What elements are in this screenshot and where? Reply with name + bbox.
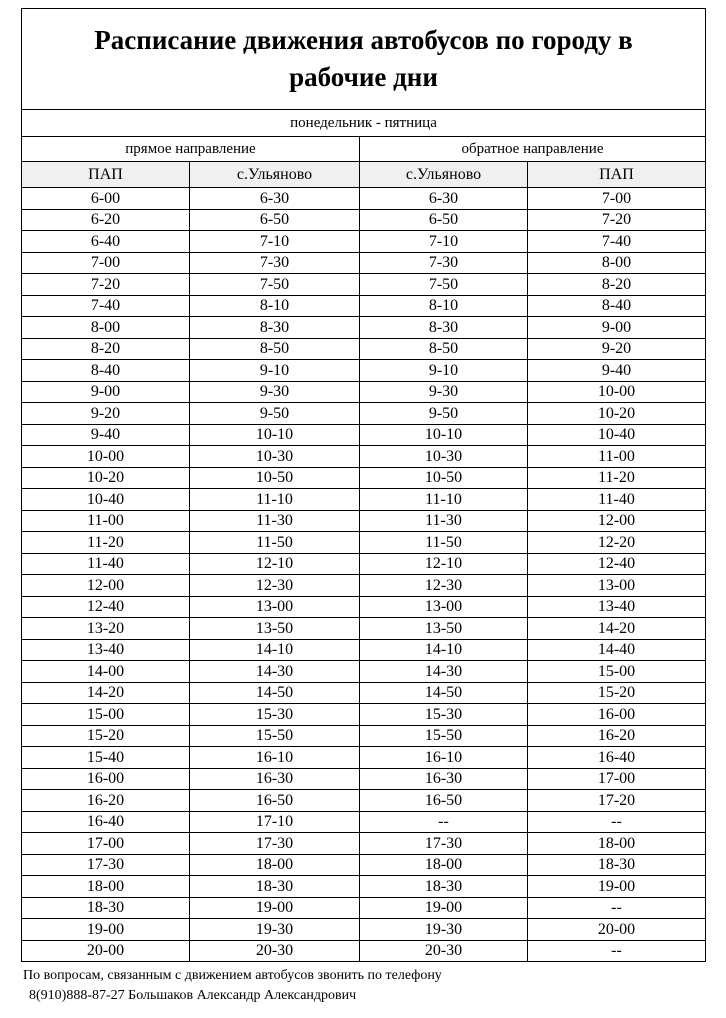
- page-title: Расписание движения автобусов по городу в рабочие дни: [22, 9, 706, 110]
- table-row: [22, 360, 706, 382]
- time-cell: 18-30: [360, 876, 528, 898]
- time-cell: 7-20: [22, 274, 190, 296]
- time-cell: 11-20: [22, 532, 190, 554]
- table-row: [22, 403, 706, 425]
- time-cell: 9-10: [360, 360, 528, 382]
- table-row: [22, 489, 706, 511]
- time-cell: 14-10: [190, 639, 360, 661]
- time-cell: 19-00: [528, 876, 706, 898]
- table-row: [22, 897, 706, 919]
- time-cell: 9-30: [360, 381, 528, 403]
- time-cell: 6-00: [22, 188, 190, 210]
- time-cell: 10-00: [22, 446, 190, 468]
- time-cell: 20-00: [528, 919, 706, 941]
- time-cell: 16-00: [528, 704, 706, 726]
- contact-text: По вопросам, связанным с движением автобусов звонить по телефону: [23, 968, 442, 983]
- time-cell: 12-10: [190, 553, 360, 575]
- time-cell: 16-30: [190, 768, 360, 790]
- time-cell: 18-00: [360, 854, 528, 876]
- table-row: [22, 424, 706, 446]
- time-cell: 10-40: [22, 489, 190, 511]
- time-cell: 11-40: [528, 489, 706, 511]
- time-cell: 15-20: [22, 725, 190, 747]
- column-header-pap-departure: ПАП: [22, 162, 190, 188]
- time-cell: 8-30: [360, 317, 528, 339]
- table-row: [22, 532, 706, 554]
- time-cell: 18-00: [528, 833, 706, 855]
- time-cell: 13-00: [528, 575, 706, 597]
- time-cell: 15-00: [528, 661, 706, 683]
- schedule-table: [21, 8, 706, 962]
- time-cell: 10-00: [528, 381, 706, 403]
- time-cell: 15-30: [190, 704, 360, 726]
- time-cell: 15-50: [190, 725, 360, 747]
- time-cell: 13-50: [360, 618, 528, 640]
- return-direction-header: обратное направление: [360, 137, 706, 162]
- time-cell: 8-20: [22, 338, 190, 360]
- table-row: [22, 661, 706, 683]
- time-cell: 9-40: [528, 360, 706, 382]
- table-row: [22, 553, 706, 575]
- time-cell: 12-40: [528, 553, 706, 575]
- schedule-sheet: [21, 8, 705, 1006]
- time-cell: 12-40: [22, 596, 190, 618]
- table-row: [22, 295, 706, 317]
- time-cell: 12-30: [360, 575, 528, 597]
- time-cell: 13-50: [190, 618, 360, 640]
- table-row: [22, 639, 706, 661]
- table-row: [22, 317, 706, 339]
- time-cell: 6-20: [22, 209, 190, 231]
- time-cell: 6-50: [190, 209, 360, 231]
- time-cell: 18-00: [22, 876, 190, 898]
- time-cell: 11-20: [528, 467, 706, 489]
- time-cell: 20-00: [22, 940, 190, 962]
- time-cell: 18-30: [528, 854, 706, 876]
- time-cell: 19-00: [190, 897, 360, 919]
- table-row: [22, 725, 706, 747]
- time-cell: 7-40: [528, 231, 706, 253]
- time-cell: 16-50: [360, 790, 528, 812]
- time-cell: 20-30: [360, 940, 528, 962]
- time-cell: 15-20: [528, 682, 706, 704]
- table-row: [22, 274, 706, 296]
- time-cell: 11-40: [22, 553, 190, 575]
- time-cell: 14-50: [190, 682, 360, 704]
- table-row: [22, 510, 706, 532]
- table-row: [22, 940, 706, 962]
- table-row: [22, 338, 706, 360]
- time-cell: 16-10: [190, 747, 360, 769]
- time-cell: 20-30: [190, 940, 360, 962]
- table-row: [22, 188, 706, 210]
- column-header-row: [22, 162, 706, 188]
- time-cell: 8-00: [22, 317, 190, 339]
- time-cell: 16-20: [528, 725, 706, 747]
- time-cell: 8-50: [360, 338, 528, 360]
- time-cell: 10-10: [190, 424, 360, 446]
- time-cell: 11-10: [190, 489, 360, 511]
- table-row: [22, 768, 706, 790]
- time-cell: 16-40: [22, 811, 190, 833]
- time-cell: 14-30: [360, 661, 528, 683]
- column-header-pap-arrival: ПАП: [528, 162, 706, 188]
- time-cell: 14-30: [190, 661, 360, 683]
- time-cell: 15-00: [22, 704, 190, 726]
- time-cell: 15-50: [360, 725, 528, 747]
- time-cell: 7-50: [360, 274, 528, 296]
- column-header-ulyanovo-arrival: с.Ульяново: [190, 162, 360, 188]
- time-cell: --: [528, 897, 706, 919]
- table-row: [22, 381, 706, 403]
- time-cell: 10-30: [360, 446, 528, 468]
- time-cell: 11-00: [22, 510, 190, 532]
- time-cell: 7-00: [22, 252, 190, 274]
- time-cell: 7-20: [528, 209, 706, 231]
- time-cell: 8-00: [528, 252, 706, 274]
- time-cell: 13-40: [22, 639, 190, 661]
- table-row: [22, 704, 706, 726]
- time-cell: 10-30: [190, 446, 360, 468]
- time-cell: 6-40: [22, 231, 190, 253]
- time-cell: 11-10: [360, 489, 528, 511]
- time-cell: 7-30: [360, 252, 528, 274]
- time-cell: 7-50: [190, 274, 360, 296]
- time-cell: 9-40: [22, 424, 190, 446]
- time-cell: 14-50: [360, 682, 528, 704]
- time-cell: 19-30: [190, 919, 360, 941]
- time-cell: 15-40: [22, 747, 190, 769]
- time-cell: 9-50: [190, 403, 360, 425]
- time-cell: --: [528, 811, 706, 833]
- time-cell: 10-20: [528, 403, 706, 425]
- time-cell: 9-20: [22, 403, 190, 425]
- time-cell: 16-40: [528, 747, 706, 769]
- time-cell: 12-00: [528, 510, 706, 532]
- time-cell: 11-30: [190, 510, 360, 532]
- time-cell: 16-00: [22, 768, 190, 790]
- time-cell: 8-10: [360, 295, 528, 317]
- time-cell: 17-10: [190, 811, 360, 833]
- time-cell: 7-40: [22, 295, 190, 317]
- time-cell: 8-40: [528, 295, 706, 317]
- time-cell: 16-30: [360, 768, 528, 790]
- forward-direction-header: прямое направление: [22, 137, 360, 162]
- time-cell: 15-30: [360, 704, 528, 726]
- time-cell: 10-10: [360, 424, 528, 446]
- table-row: [22, 231, 706, 253]
- table-row: [22, 618, 706, 640]
- time-cell: 12-10: [360, 553, 528, 575]
- table-row: [22, 811, 706, 833]
- time-cell: 11-50: [190, 532, 360, 554]
- time-cell: 9-00: [528, 317, 706, 339]
- time-cell: 7-30: [190, 252, 360, 274]
- time-cell: 10-50: [190, 467, 360, 489]
- table-row: [22, 833, 706, 855]
- time-cell: 18-00: [190, 854, 360, 876]
- table-row: [22, 919, 706, 941]
- time-cell: 17-00: [528, 768, 706, 790]
- time-cell: 14-20: [22, 682, 190, 704]
- time-cell: 16-10: [360, 747, 528, 769]
- time-cell: 10-50: [360, 467, 528, 489]
- time-cell: 16-50: [190, 790, 360, 812]
- table-row: [22, 575, 706, 597]
- table-row: [22, 790, 706, 812]
- time-cell: 10-20: [22, 467, 190, 489]
- time-cell: 10-40: [528, 424, 706, 446]
- time-cell: 14-20: [528, 618, 706, 640]
- table-row: [22, 854, 706, 876]
- time-cell: 16-20: [22, 790, 190, 812]
- time-cell: 9-50: [360, 403, 528, 425]
- time-cell: 17-30: [190, 833, 360, 855]
- time-cell: 19-00: [22, 919, 190, 941]
- time-cell: 12-00: [22, 575, 190, 597]
- time-cell: 9-30: [190, 381, 360, 403]
- time-cell: 13-00: [190, 596, 360, 618]
- time-cell: 17-20: [528, 790, 706, 812]
- time-cell: 7-10: [360, 231, 528, 253]
- time-cell: 11-00: [528, 446, 706, 468]
- table-row: [22, 682, 706, 704]
- time-cell: 6-30: [190, 188, 360, 210]
- time-cell: 12-30: [190, 575, 360, 597]
- time-cell: 7-00: [528, 188, 706, 210]
- time-cell: 19-00: [360, 897, 528, 919]
- time-cell: --: [528, 940, 706, 962]
- time-cell: 9-00: [22, 381, 190, 403]
- time-cell: 7-10: [190, 231, 360, 253]
- table-row: [22, 467, 706, 489]
- time-cell: 14-10: [360, 639, 528, 661]
- time-cell: 17-30: [360, 833, 528, 855]
- time-cell: 8-20: [528, 274, 706, 296]
- time-cell: 11-30: [360, 510, 528, 532]
- column-header-ulyanovo-departure: с.Ульяново: [360, 162, 528, 188]
- time-cell: 8-10: [190, 295, 360, 317]
- time-cell: 9-10: [190, 360, 360, 382]
- table-row: [22, 747, 706, 769]
- table-row: [22, 209, 706, 231]
- time-cell: 14-40: [528, 639, 706, 661]
- time-cell: 8-40: [22, 360, 190, 382]
- table-row: [22, 252, 706, 274]
- time-cell: 17-30: [22, 854, 190, 876]
- time-cell: 13-40: [528, 596, 706, 618]
- time-cell: 8-50: [190, 338, 360, 360]
- time-cell: 12-20: [528, 532, 706, 554]
- time-cell: 11-50: [360, 532, 528, 554]
- time-cell: 6-30: [360, 188, 528, 210]
- time-cell: 13-20: [22, 618, 190, 640]
- time-cell: 17-00: [22, 833, 190, 855]
- time-cell: 9-20: [528, 338, 706, 360]
- time-cell: 18-30: [22, 897, 190, 919]
- time-cell: 6-50: [360, 209, 528, 231]
- time-cell: 8-30: [190, 317, 360, 339]
- table-row: [22, 876, 706, 898]
- time-cell: 14-00: [22, 661, 190, 683]
- time-cell: 19-30: [360, 919, 528, 941]
- table-row: [22, 446, 706, 468]
- contact-phone: 8(910)888-87-27 Большаков Александр Александрович: [29, 988, 357, 1003]
- table-row: [22, 596, 706, 618]
- time-cell: --: [360, 811, 528, 833]
- time-cell: 13-00: [360, 596, 528, 618]
- contact-footer: [21, 966, 705, 1006]
- days-label: понедельник - пятница: [22, 110, 706, 137]
- time-cell: 18-30: [190, 876, 360, 898]
